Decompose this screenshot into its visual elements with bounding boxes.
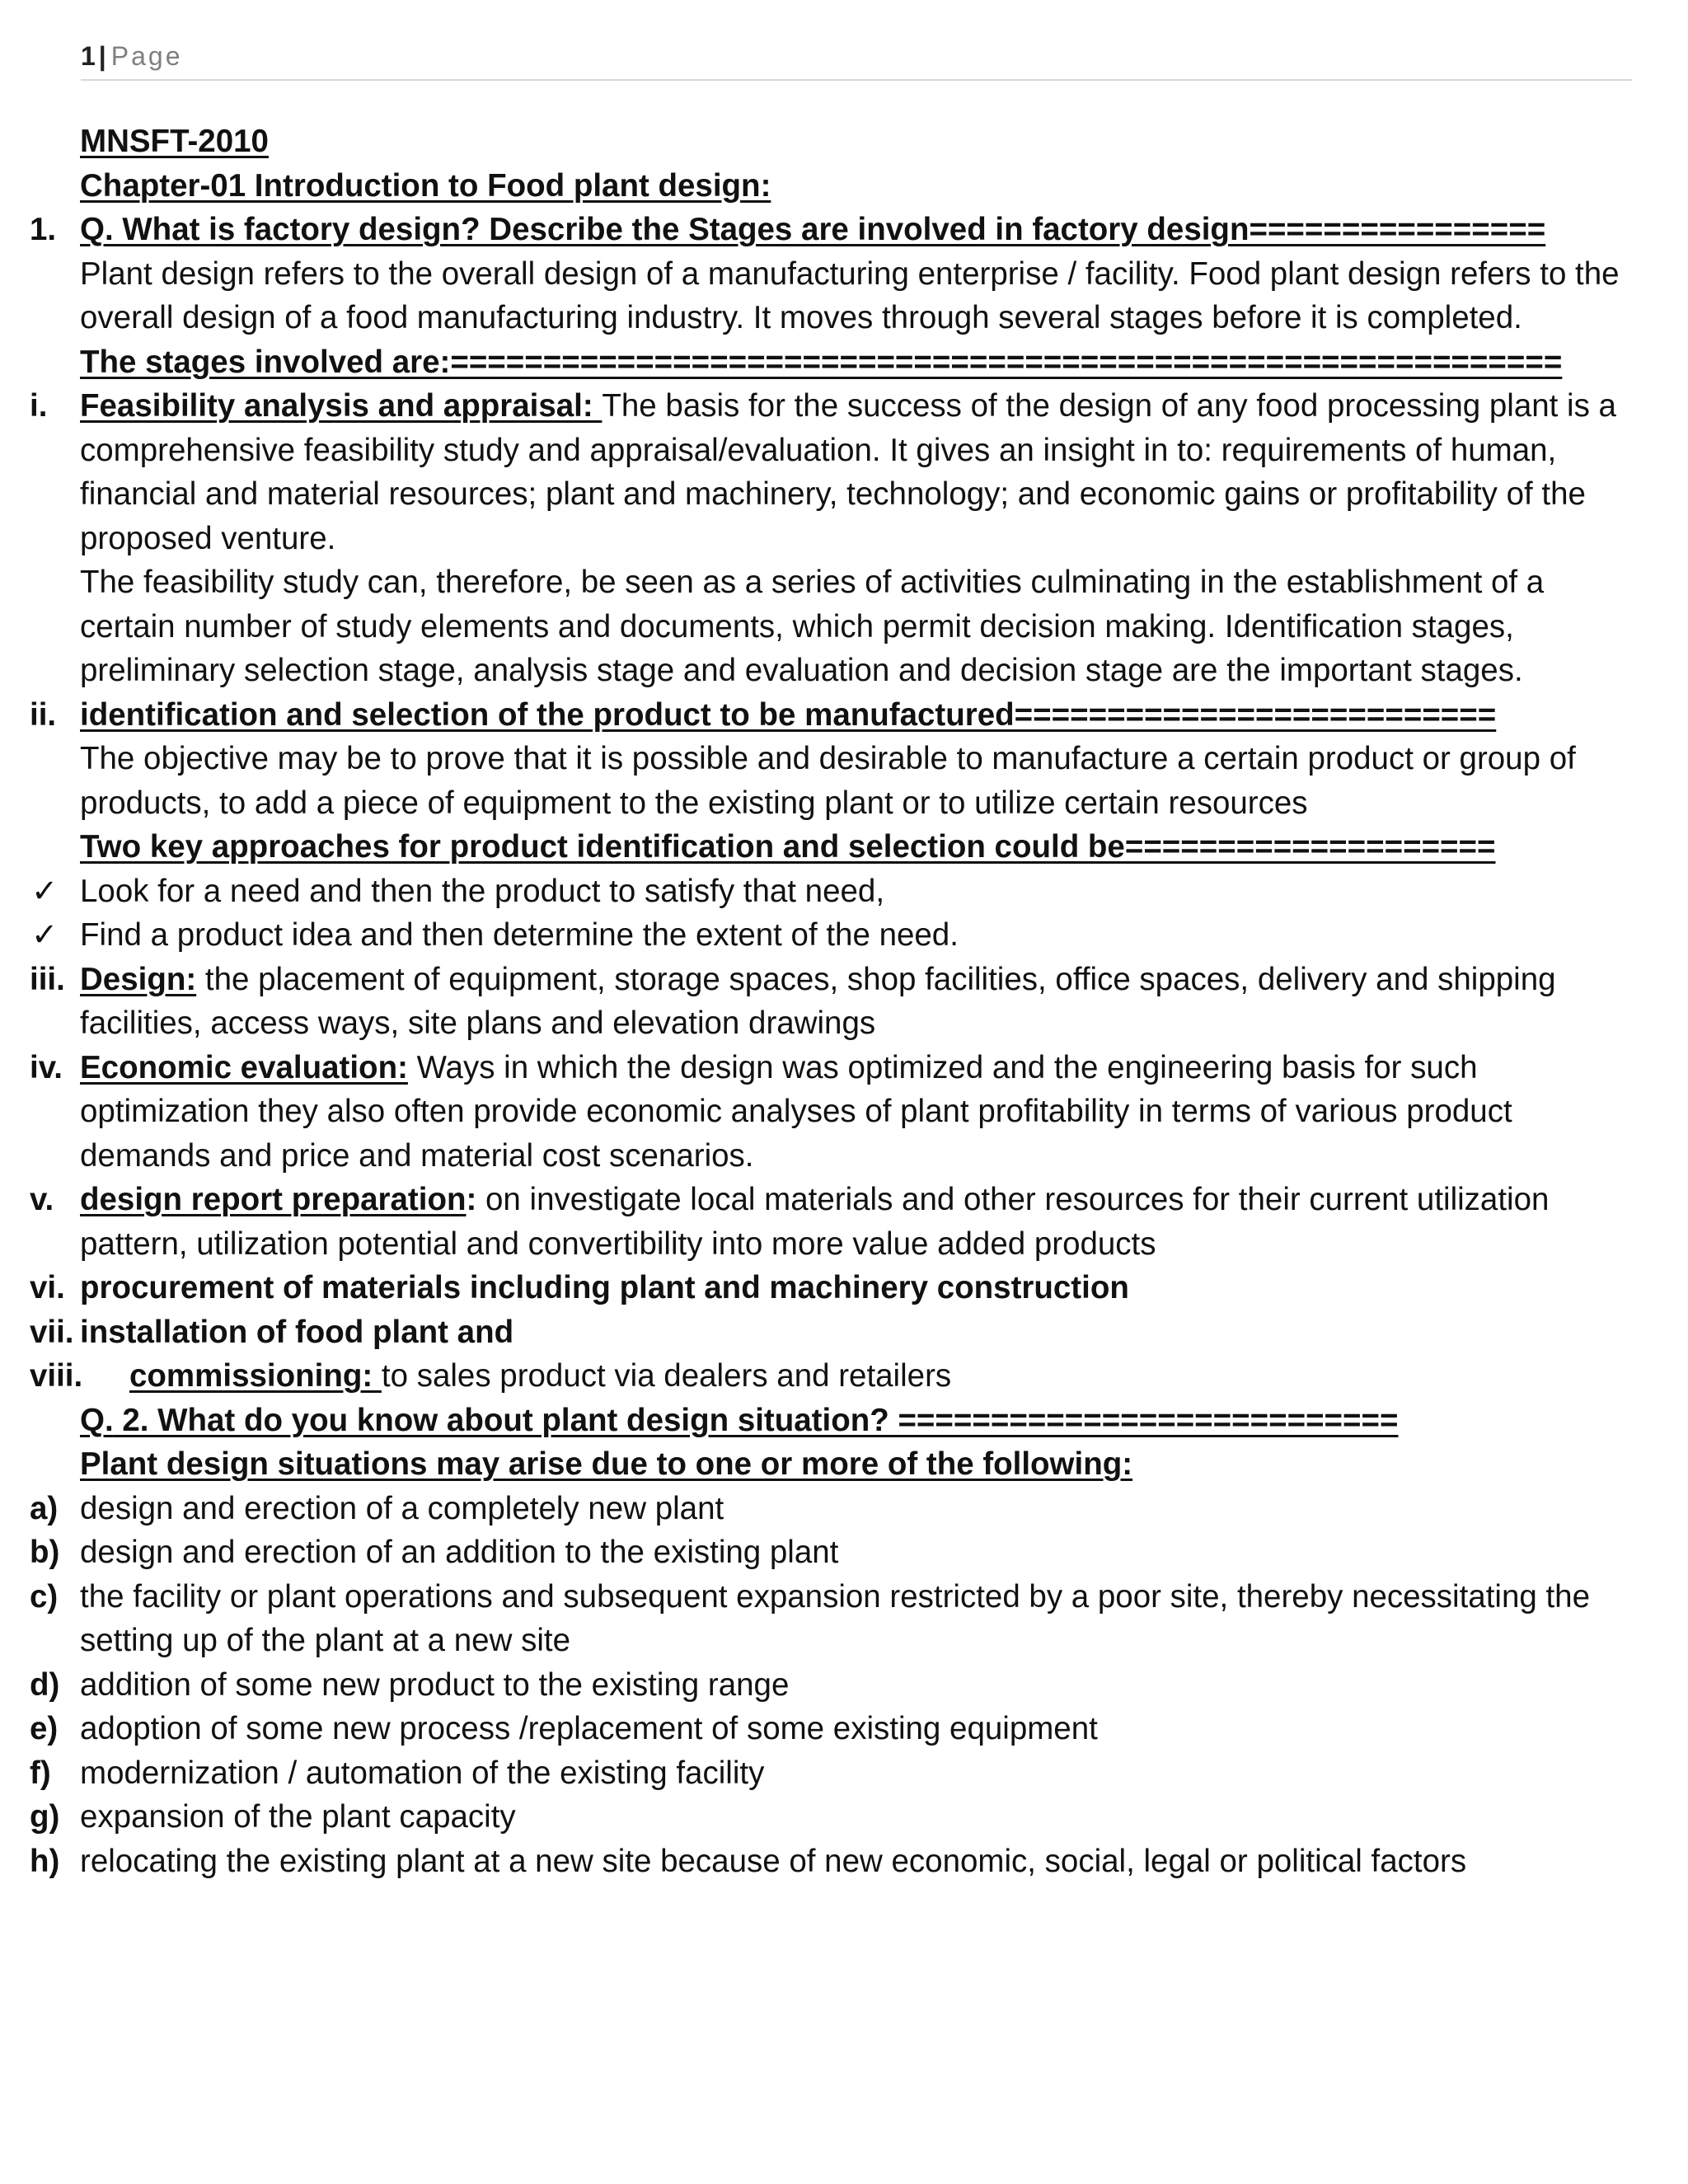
question-1-intro-text: Plant design refers to the overall design of a manufacturing enterprise / facility. Food plant design refers to the overall design of a food manufacturing industry. It moves through several stages before it is completed. [80,255,1620,335]
stage-i [0,384,1688,560]
stage-ii-text [0,737,1688,825]
question-1-intro [0,252,1688,340]
stage-v [0,1178,1688,1266]
situation-marker: c) [30,1578,59,1615]
stage-viii-text: to sales product via dealers and retailers [381,1358,952,1394]
situation-b [0,1530,1688,1575]
page-separator: | [98,41,106,71]
stage-i-title: Feasibility analysis and appraisal: [80,388,603,424]
question-1-title: Q. What is factory design? Describe the Stages are involved in factory design================ [80,212,1546,247]
situation-text: design and erection of a completely new plant [80,1490,724,1526]
question-2-title: 2. What do you know about plant design situation? =========================== [113,1402,1399,1438]
question-1-heading [0,208,1688,252]
stage-v-title: design report preparation [80,1182,467,1217]
stage-iii-marker: iii. [30,961,65,997]
situation-g [0,1795,1688,1840]
stage-vi-text: procurement of materials including plant and machinery construction [80,1270,1129,1305]
approach-2-text: Find a product idea and then determine the extent of the need. [80,917,959,953]
checkmark-icon: ✓ [31,873,59,909]
stage-v-marker: v. [30,1182,54,1217]
situation-c [0,1575,1688,1663]
page-word: Page [110,41,183,71]
situation-e [0,1707,1688,1751]
situation-marker: g) [30,1799,60,1835]
stage-ii-text-body: The objective may be to prove that it is possible and desirable to manufacture a certain product or group of products, to add a piece of equipment to the existing plant or to utilize certain resources [80,741,1576,821]
approach-item-2 [0,913,1688,958]
stage-iv-text: Ways in which the design was optimized and the engineering basis for such optimization they also often provide economic analyses of plant profitability in terms of various product demands and price and material cost scenarios. [80,1049,1512,1174]
stages-heading-line [0,340,1688,385]
situation-marker: d) [30,1666,60,1703]
stage-viii [0,1354,1688,1399]
situation-d [0,1663,1688,1708]
approach-1-text: Look for a need and then the product to satisfy that need, [80,873,885,909]
question-2-heading [0,1399,1688,1443]
document-body [0,120,1688,1883]
stage-iii-title: Design: [80,961,197,997]
stage-iv-title: Economic evaluation: [80,1049,408,1085]
stage-i-continued [0,560,1688,693]
stage-i-text-2: The feasibility study can, therefore, be seen as a series of activities culminating in the establishment of a certain number of study elements and documents, which permit decision making. Identification stages, preliminary selection stage, analysis stage and evaluation and decision stage are the important stages. [80,565,1545,688]
page-number: 1 [81,41,96,71]
stage-viii-marker: viii. [30,1358,83,1394]
stage-v-colon: : [466,1182,477,1217]
situations-heading-line [0,1442,1688,1487]
stage-ii-title: identification and selection of the product to be manufactured========================== [80,696,1497,733]
stage-iii-text: the placement of equipment, storage spaces, shop facilities, office spaces, delivery and shipping facilities, access ways, site plans and elevation drawings [80,961,1556,1041]
situation-text: the facility or plant operations and subsequent expansion restricted by a poor site, thereby necessitating the setting up of the plant at a new site [80,1578,1591,1658]
stage-iv-marker: iv. [30,1049,63,1085]
situation-text: design and erection of an addition to the existing plant [80,1535,839,1570]
stage-vii-text: installation of food plant and [80,1314,514,1350]
approaches-heading: Two key approaches for product identification and selection could be==================== [80,829,1496,865]
stage-iii [0,958,1688,1046]
stage-vi-marker: vi. [30,1270,65,1305]
approach-item-1 [0,869,1688,914]
situation-text: addition of some new product to the existing range [80,1666,790,1703]
situation-marker: h) [30,1843,60,1879]
situation-a [0,1487,1688,1531]
situation-marker: b) [30,1535,60,1570]
situation-marker: e) [30,1711,59,1746]
page-header [81,41,1632,81]
stage-vi [0,1266,1688,1310]
stage-v-text: on investigate local materials and other resources for their current utilization pattern, utilization potential and convertibility into more value added products [80,1182,1550,1262]
situation-text: expansion of the plant capacity [80,1799,516,1835]
stage-vii [0,1310,1688,1355]
situation-text: relocating the existing plant at a new site because of new economic, social, legal or political factors [80,1843,1467,1879]
situations-heading: Plant design situations may arise due to one or more of the following: [80,1446,1133,1482]
course-code: MNSFT-2010 [80,124,269,159]
checkmark-icon: ✓ [31,917,59,953]
situation-h [0,1840,1688,1884]
stage-ii-heading [0,693,1688,738]
stages-heading: The stages involved are:============================================================ [80,344,1563,380]
situation-f [0,1751,1688,1796]
situation-text: adoption of some new process /replacement of some existing equipment [80,1711,1098,1746]
situation-marker: f) [30,1755,51,1791]
stage-ii-marker: ii. [30,696,57,733]
chapter-title-line [0,164,1688,209]
chapter-title: Chapter-01 Introduction to Food plant design: [80,167,771,204]
stage-i-text: The basis for the success of the design of any food processing plant is a comprehensive feasibility study and appraisal/evaluation. It gives an insight in to: requirements of human, financial and material resources; plant and machinery, technology; and economic gains or profitability of the proposed venture. [80,388,1616,556]
stage-vii-marker: vii. [30,1314,74,1350]
course-code-line [0,120,1688,164]
question-2-label: Q. [80,1402,114,1438]
approaches-heading-line [0,825,1688,869]
stage-viii-title: commissioning: [129,1358,382,1394]
situation-marker: a) [30,1490,59,1526]
stage-i-marker: i. [30,388,48,424]
question-1-marker: 1. [30,212,57,247]
situation-text: modernization / automation of the existing facility [80,1755,765,1791]
stage-iv [0,1046,1688,1179]
